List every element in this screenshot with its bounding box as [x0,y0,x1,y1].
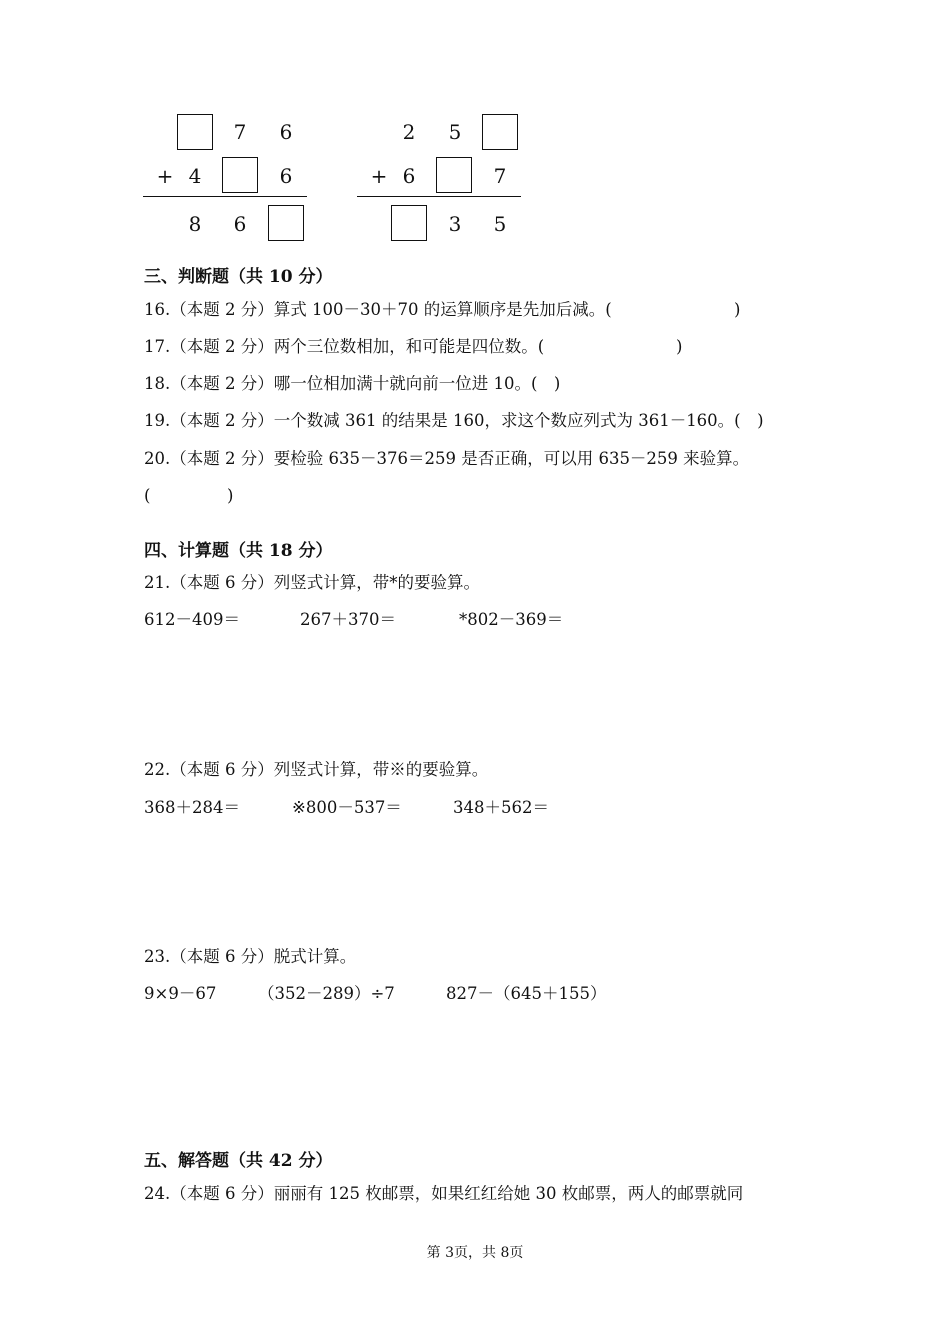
question-19: 19.（本题 2 分）一个数减 361 的结果是 160，求这个数应列式为 361－160。( ) [144,411,764,430]
digit: 2 [402,120,416,144]
digit: 6 [279,164,293,188]
digit: 7 [233,120,247,144]
calc-item: （352－289）÷7 [258,984,395,1003]
calc-item: 267＋370＝ [300,610,396,629]
answer-box[interactable] [391,205,427,241]
digit: 4 [188,164,202,188]
answer-paren-close[interactable]: ) [676,337,683,356]
calc-item: ※800－537＝ [292,798,402,817]
plus-sign: + [156,164,174,188]
question-18: 18.（本题 2 分）哪一位相加满十就向前一位进 10。( ) [144,374,561,393]
question-21: 21.（本题 6 分）列竖式计算，带*的要验算。 [144,573,480,592]
section-title-calculation: 四、计算题（共 18 分） [144,541,333,561]
digit: 6 [233,212,247,236]
answer-box[interactable] [177,114,213,150]
digit: 7 [493,164,507,188]
question-17: 17.（本题 2 分）两个三位数相加，和可能是四位数。( [144,337,545,356]
digit: 5 [448,120,462,144]
question-16: 16.（本题 2 分）算式 100－30＋70 的运算顺序是先加后减。( [144,300,612,319]
digit: 6 [279,120,293,144]
answer-box[interactable] [222,157,258,193]
calc-item: 612－409＝ [144,610,240,629]
plus-sign: + [370,164,388,188]
page-footer: 第 3页，共 8页 [426,1245,524,1261]
answer-box[interactable] [482,114,518,150]
section-title-word-problems: 五、解答题（共 42 分） [144,1151,333,1171]
answer-paren-close[interactable]: ) [227,486,234,505]
calc-item: 9×9－67 [144,984,217,1003]
digit: 6 [402,164,416,188]
answer-box[interactable] [436,157,472,193]
question-20: 20.（本题 2 分）要检验 635－376＝259 是否正确，可以用 635－259 来验算。 [144,449,750,468]
answer-box[interactable] [268,205,304,241]
digit: 8 [188,212,202,236]
section-title-judgment: 三、判断题（共 10 分） [144,267,333,287]
sum-line [143,196,307,197]
question-24: 24.（本题 6 分）丽丽有 125 枚邮票，如果红红给她 30 枚邮票，两人的邮票就同 [144,1184,744,1203]
digit: 3 [448,212,462,236]
calc-item: 348＋562＝ [453,798,549,817]
question-22: 22.（本题 6 分）列竖式计算，带※的要验算。 [144,760,489,779]
calc-item: 827－（645＋155） [446,984,607,1003]
sum-line [357,196,521,197]
answer-paren-close[interactable]: ) [734,300,741,319]
digit: 5 [493,212,507,236]
answer-paren-open[interactable]: ( [144,486,151,505]
calc-item: 368＋284＝ [144,798,240,817]
calc-item: *802－369＝ [459,610,564,629]
question-23: 23.（本题 6 分）脱式计算。 [144,947,357,966]
